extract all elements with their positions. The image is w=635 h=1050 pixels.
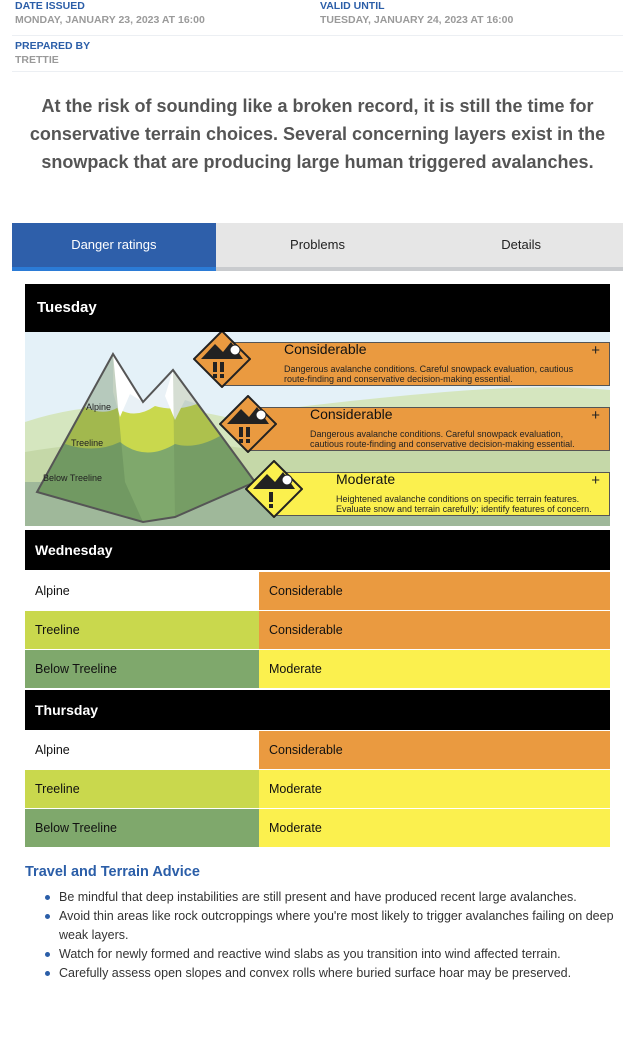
forecast-tabs — [12, 223, 623, 271]
danger-rating-value: Considerable — [259, 731, 610, 769]
list-item: Watch for newly formed and reactive wind slabs as you transition into wind affected terrain. — [59, 945, 619, 964]
prepared-by-value: TRETTIE — [15, 54, 59, 66]
danger-card-alpine[interactable] — [193, 338, 610, 386]
date-issued-value: MONDAY, JANUARY 23, 2023 AT 16:00 — [15, 14, 205, 26]
table-row — [25, 572, 610, 611]
considerable-danger-icon — [193, 332, 251, 388]
table-row — [25, 731, 610, 770]
expand-plus-icon[interactable]: + — [591, 342, 600, 359]
mountain-label-treeline: Treeline — [71, 438, 104, 448]
wednesday-ratings-table — [25, 572, 610, 689]
elevation-label: Alpine — [25, 572, 259, 610]
thursday-ratings-table — [25, 731, 610, 848]
elevation-label: Alpine — [25, 731, 259, 769]
forecast-summary: At the risk of sounding like a broken record, it is still the time for conservative terrain choices. Several concerning layers exist in the snowpack that are producing large human triggered avalanches. — [29, 96, 606, 172]
danger-card-below-treeline[interactable] — [245, 468, 610, 516]
list-item: Carefully assess open slopes and convex rolls where buried surface hoar may be preserved. — [59, 964, 619, 983]
meta-row-dates — [12, 0, 623, 36]
danger-rating-graphic — [25, 332, 610, 526]
elevation-label: Below Treeline — [25, 809, 259, 847]
table-row — [25, 611, 610, 650]
list-item: Be mindful that deep instabilities are still present and have produced recent large avalanches. — [59, 888, 619, 907]
expand-plus-icon[interactable]: + — [591, 407, 600, 424]
prepared-by — [12, 40, 317, 71]
day-header-tuesday: Tuesday — [25, 284, 610, 332]
tab-danger-ratings[interactable]: Danger ratings — [12, 223, 216, 271]
list-item: Avoid thin areas like rock outcroppings where you're most likely to trigger avalanches failing on deep weak layers. — [59, 907, 619, 945]
date-issued — [12, 0, 317, 35]
travel-advice-title: Travel and Terrain Advice — [25, 864, 200, 880]
danger-card-title: Considerable — [284, 341, 367, 357]
valid-until — [317, 0, 622, 35]
moderate-danger-icon — [245, 460, 303, 518]
danger-rating-value: Moderate — [259, 650, 610, 688]
tab-details[interactable]: Details — [501, 237, 542, 252]
danger-card-treeline[interactable] — [219, 403, 610, 451]
elevation-label: Treeline — [25, 611, 259, 649]
table-row — [25, 809, 610, 848]
table-row — [25, 770, 610, 809]
day-header-thursday: Thursday — [25, 690, 610, 730]
travel-advice-list — [59, 888, 619, 983]
table-row — [25, 650, 610, 689]
tab-problems[interactable]: Problems — [290, 237, 345, 252]
valid-until-label: VALID UNTIL — [320, 0, 385, 12]
danger-rating-value: Considerable — [259, 572, 610, 610]
prepared-by-label: PREPARED BY — [15, 40, 91, 52]
danger-rating-value: Considerable — [259, 611, 610, 649]
danger-card-desc: Dangerous avalanche conditions. Careful snowpack evaluation, cautious route-finding and conservative decision-making essential. — [310, 429, 575, 449]
danger-rating-value: Moderate — [259, 770, 610, 808]
considerable-danger-icon — [219, 395, 277, 453]
meta-row-prepared — [12, 36, 623, 72]
elevation-label: Treeline — [25, 770, 259, 808]
date-issued-label: DATE ISSUED — [15, 0, 85, 12]
danger-card-desc: Dangerous avalanche conditions. Careful snowpack evaluation, cautious route-finding and conservative decision-making essential. — [284, 364, 574, 384]
danger-card-title: Moderate — [336, 471, 396, 487]
elevation-label: Below Treeline — [25, 650, 259, 688]
danger-rating-value: Moderate — [259, 809, 610, 847]
danger-card-title: Considerable — [310, 406, 393, 422]
mountain-label-alpine: Alpine — [86, 402, 112, 412]
danger-card-desc: Heightened avalanche conditions on specific terrain features. Evaluate snow and terrain carefully; identify features of concern. — [336, 494, 592, 514]
day-header-wednesday: Wednesday — [25, 530, 610, 570]
mountain-label-below-treeline: Below Treeline — [43, 473, 103, 483]
expand-plus-icon[interactable]: + — [591, 472, 600, 489]
forecast-meta — [12, 0, 623, 72]
valid-until-value: TUESDAY, JANUARY 24, 2023 AT 16:00 — [320, 14, 514, 26]
